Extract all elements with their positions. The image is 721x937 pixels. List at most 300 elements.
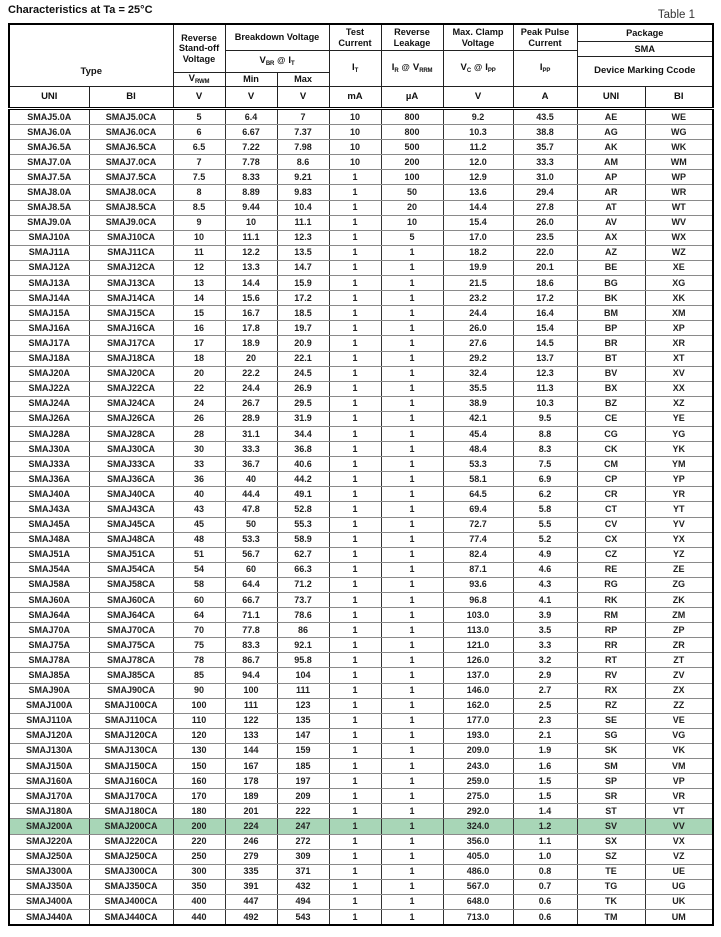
cell: SMAJ400A — [9, 894, 89, 909]
cell: 26.0 — [443, 321, 513, 336]
cell: 5.2 — [513, 532, 577, 547]
cell: SMAJ54CA — [89, 562, 173, 577]
cell: WT — [645, 200, 713, 215]
cell: 1 — [329, 653, 381, 668]
cell: SMAJ36A — [9, 472, 89, 487]
cell: 6.5 — [173, 140, 225, 155]
cell: 11.1 — [277, 215, 329, 230]
cell: YM — [645, 457, 713, 472]
cell: 23.2 — [443, 291, 513, 306]
cell: WV — [645, 215, 713, 230]
cell: XV — [645, 366, 713, 381]
cell: 1 — [329, 245, 381, 260]
cell: 26 — [173, 411, 225, 426]
cell: 1.0 — [513, 849, 577, 864]
cell: SMAJ64A — [9, 608, 89, 623]
cell: 167 — [225, 759, 277, 774]
cell: 1 — [381, 698, 443, 713]
cell: 1 — [381, 472, 443, 487]
cell: 6 — [173, 125, 225, 140]
cell: 371 — [277, 864, 329, 879]
cell: SMAJ16CA — [89, 321, 173, 336]
cell: 70 — [173, 623, 225, 638]
cell: CT — [577, 502, 645, 517]
cell: RM — [577, 608, 645, 623]
cell: 1 — [381, 502, 443, 517]
cell: SMAJ130A — [9, 743, 89, 758]
table-row — [9, 200, 713, 215]
cell: SMAJ11A — [9, 245, 89, 260]
cell: 178 — [225, 774, 277, 789]
cell: 78 — [173, 653, 225, 668]
table-row — [9, 366, 713, 381]
cell: WE — [645, 109, 713, 125]
cell: 292.0 — [443, 804, 513, 819]
cell: 10 — [173, 230, 225, 245]
cell: SMAJ150A — [9, 759, 89, 774]
cell: SMAJ43CA — [89, 502, 173, 517]
cell: 1 — [381, 804, 443, 819]
cell: 4.1 — [513, 593, 577, 608]
cell: 7.98 — [277, 140, 329, 155]
cell: UK — [645, 894, 713, 909]
cell: 13.7 — [513, 351, 577, 366]
cell: 52.8 — [277, 502, 329, 517]
cell: 1 — [329, 683, 381, 698]
cell: SMAJ24A — [9, 396, 89, 411]
cell: SMAJ85CA — [89, 668, 173, 683]
cell: 1 — [381, 577, 443, 592]
cell: 66.3 — [277, 562, 329, 577]
cell: 18.9 — [225, 336, 277, 351]
cell: 1 — [329, 336, 381, 351]
cell: VZ — [645, 849, 713, 864]
cell: 500 — [381, 140, 443, 155]
cell: 567.0 — [443, 879, 513, 894]
cell: 309 — [277, 849, 329, 864]
cell: 85 — [173, 668, 225, 683]
cell: 201 — [225, 804, 277, 819]
table-row — [9, 532, 713, 547]
cell: AR — [577, 185, 645, 200]
cell: 1 — [381, 457, 443, 472]
cell: 1 — [329, 804, 381, 819]
cell: 58.9 — [277, 532, 329, 547]
cell: 17.2 — [513, 291, 577, 306]
cell: 53.3 — [225, 532, 277, 547]
table-row — [9, 849, 713, 864]
cell: 100 — [173, 698, 225, 713]
table-row — [9, 306, 713, 321]
cell: 16.4 — [513, 306, 577, 321]
cell: SMAJ20CA — [89, 366, 173, 381]
cell: 1 — [381, 909, 443, 925]
table-body — [9, 109, 713, 926]
cell: 486.0 — [443, 864, 513, 879]
cell: SMAJ170CA — [89, 789, 173, 804]
cell: 22.2 — [225, 366, 277, 381]
table-row — [9, 230, 713, 245]
cell: CR — [577, 487, 645, 502]
cell: 14.4 — [443, 200, 513, 215]
cell: SZ — [577, 849, 645, 864]
characteristics-table — [8, 23, 714, 926]
cell: 21.5 — [443, 276, 513, 291]
cell: 1 — [381, 683, 443, 698]
cell: 1 — [381, 562, 443, 577]
cell: 1 — [329, 502, 381, 517]
table-row — [9, 743, 713, 758]
cell: SV — [577, 819, 645, 834]
cell: YT — [645, 502, 713, 517]
cell: 1.6 — [513, 759, 577, 774]
cell: 9.44 — [225, 200, 277, 215]
cell: SMAJ17CA — [89, 336, 173, 351]
cell: 71.1 — [225, 608, 277, 623]
cell: CV — [577, 517, 645, 532]
cell: 10 — [225, 215, 277, 230]
cell: SMAJ30A — [9, 442, 89, 457]
cell: 1 — [329, 909, 381, 925]
cell: 10 — [381, 215, 443, 230]
cell: 1.1 — [513, 834, 577, 849]
cell: 53.3 — [443, 457, 513, 472]
cell: 1 — [381, 442, 443, 457]
cell: 95.8 — [277, 653, 329, 668]
cell: 185 — [277, 759, 329, 774]
cell: 26.7 — [225, 396, 277, 411]
cell: 29.2 — [443, 351, 513, 366]
cell: 22 — [173, 381, 225, 396]
cell: 22.1 — [277, 351, 329, 366]
cell: 1 — [329, 200, 381, 215]
cell: 209 — [277, 789, 329, 804]
cell: 19.7 — [277, 321, 329, 336]
cell: 3.9 — [513, 608, 577, 623]
cell: 1 — [381, 879, 443, 894]
cell: ZP — [645, 623, 713, 638]
cell: 543 — [277, 909, 329, 925]
cell: 197 — [277, 774, 329, 789]
cell: 36.8 — [277, 442, 329, 457]
cell: SMAJ18CA — [89, 351, 173, 366]
cell: 72.7 — [443, 517, 513, 532]
cell: 1 — [329, 396, 381, 411]
cell: 40 — [225, 472, 277, 487]
cell: 11.2 — [443, 140, 513, 155]
cell: SMAJ30CA — [89, 442, 173, 457]
cell: 1 — [329, 426, 381, 441]
cell: 1 — [329, 306, 381, 321]
cell: 9.5 — [513, 411, 577, 426]
cell: 64.5 — [443, 487, 513, 502]
cell: 1 — [329, 849, 381, 864]
cell: SMAJ110A — [9, 713, 89, 728]
cell: SMAJ7.0CA — [89, 155, 173, 170]
cell: 17.8 — [225, 321, 277, 336]
cell: 56.7 — [225, 547, 277, 562]
col-header-ipp-symbol: $I_{PP}$ — [513, 51, 577, 87]
cell: 86.7 — [225, 653, 277, 668]
cell: SMAJ22CA — [89, 381, 173, 396]
cell: SMAJ22A — [9, 381, 89, 396]
cell: BX — [577, 381, 645, 396]
cell: 31.9 — [277, 411, 329, 426]
cell: 7.78 — [225, 155, 277, 170]
cell: 31.0 — [513, 170, 577, 185]
unit-header-uni: UNI — [9, 87, 89, 109]
cell: 92.1 — [277, 638, 329, 653]
table-number-label: Table 1 — [657, 9, 695, 21]
cell: 13.3 — [225, 260, 277, 275]
cell: 12.3 — [513, 366, 577, 381]
cell: CK — [577, 442, 645, 457]
cell: XK — [645, 291, 713, 306]
table-row — [9, 804, 713, 819]
cell: 1 — [329, 713, 381, 728]
cell: 33 — [173, 457, 225, 472]
cell: 20 — [225, 351, 277, 366]
table-row — [9, 789, 713, 804]
cell: 10 — [329, 109, 381, 125]
table-row — [9, 698, 713, 713]
cell: 42.1 — [443, 411, 513, 426]
cell: 324.0 — [443, 819, 513, 834]
cell: 77.4 — [443, 532, 513, 547]
cell: 220 — [173, 834, 225, 849]
cell: 0.6 — [513, 894, 577, 909]
cell: SMAJ33A — [9, 457, 89, 472]
cell: 5.5 — [513, 517, 577, 532]
cell: 2.7 — [513, 683, 577, 698]
cell: 1 — [329, 291, 381, 306]
cell: SMAJ26A — [9, 411, 89, 426]
cell: TG — [577, 879, 645, 894]
cell: VT — [645, 804, 713, 819]
cell: 75 — [173, 638, 225, 653]
table-row — [9, 336, 713, 351]
cell: 1 — [381, 623, 443, 638]
cell: 1 — [381, 321, 443, 336]
cell: 1 — [329, 170, 381, 185]
cell: YR — [645, 487, 713, 502]
cell: 40.6 — [277, 457, 329, 472]
cell: 4.3 — [513, 577, 577, 592]
cell: 391 — [225, 879, 277, 894]
cell: 82.4 — [443, 547, 513, 562]
cell: 60 — [225, 562, 277, 577]
cell: 1 — [329, 668, 381, 683]
cell: XR — [645, 336, 713, 351]
cell: YP — [645, 472, 713, 487]
cell: 73.7 — [277, 593, 329, 608]
cell: 8.3 — [513, 442, 577, 457]
cell: 170 — [173, 789, 225, 804]
cell: 1 — [329, 623, 381, 638]
cell: 1 — [381, 260, 443, 275]
cell: 1 — [329, 487, 381, 502]
cell: SMAJ17A — [9, 336, 89, 351]
cell: SMAJ15CA — [89, 306, 173, 321]
cell: SMAJ78A — [9, 653, 89, 668]
cell: 1 — [329, 698, 381, 713]
cell: 121.0 — [443, 638, 513, 653]
cell: 24.4 — [225, 381, 277, 396]
cell: 45 — [173, 517, 225, 532]
cell: 17 — [173, 336, 225, 351]
table-row — [9, 683, 713, 698]
cell: 405.0 — [443, 849, 513, 864]
cell: 93.6 — [443, 577, 513, 592]
cell: BG — [577, 276, 645, 291]
cell: SMAJ16A — [9, 321, 89, 336]
cell: 222 — [277, 804, 329, 819]
cell: SMAJ100CA — [89, 698, 173, 713]
cell: 6.4 — [225, 109, 277, 125]
cell: SMAJ54A — [9, 562, 89, 577]
cell: 31.1 — [225, 426, 277, 441]
cell: SMAJ40A — [9, 487, 89, 502]
cell: YK — [645, 442, 713, 457]
cell: 1 — [381, 336, 443, 351]
col-header-vbr-at-it: $V_{BR}$ @ $I_T$ — [225, 51, 329, 73]
cell: SMAJ9.0CA — [89, 215, 173, 230]
cell: SX — [577, 834, 645, 849]
unit-header-it: mA — [329, 87, 381, 109]
cell: 160 — [173, 774, 225, 789]
cell: 1 — [381, 743, 443, 758]
col-header-max: Max — [277, 73, 329, 87]
cell: 8.89 — [225, 185, 277, 200]
cell: 2.5 — [513, 698, 577, 713]
cell: 12.2 — [225, 245, 277, 260]
table-row — [9, 894, 713, 909]
cell: SMAJ7.5A — [9, 170, 89, 185]
cell: 1 — [381, 381, 443, 396]
cell: 1 — [381, 759, 443, 774]
cell: 335 — [225, 864, 277, 879]
cell: 494 — [277, 894, 329, 909]
cell: 11.1 — [225, 230, 277, 245]
cell: 1 — [381, 608, 443, 623]
cell: 1 — [329, 879, 381, 894]
cell: WR — [645, 185, 713, 200]
cell: BZ — [577, 396, 645, 411]
cell: SMAJ58A — [9, 577, 89, 592]
cell: 15.4 — [513, 321, 577, 336]
cell: 1 — [381, 713, 443, 728]
table-row — [9, 879, 713, 894]
cell: 13.6 — [443, 185, 513, 200]
cell: 38.8 — [513, 125, 577, 140]
cell: 87.1 — [443, 562, 513, 577]
cell: 1 — [381, 517, 443, 532]
cell: AE — [577, 109, 645, 125]
cell: SMAJ200CA — [89, 819, 173, 834]
cell: 400 — [173, 894, 225, 909]
cell: 9.21 — [277, 170, 329, 185]
cell: 146.0 — [443, 683, 513, 698]
cell: SMAJ45CA — [89, 517, 173, 532]
cell: 10 — [329, 155, 381, 170]
table-row — [9, 608, 713, 623]
cell: 1 — [329, 185, 381, 200]
cell: SP — [577, 774, 645, 789]
table-row — [9, 291, 713, 306]
cell: 300 — [173, 864, 225, 879]
cell: 10.3 — [443, 125, 513, 140]
cell: 51 — [173, 547, 225, 562]
cell: 250 — [173, 849, 225, 864]
cell: SMAJ130CA — [89, 743, 173, 758]
cell: CM — [577, 457, 645, 472]
cell: SMAJ51CA — [89, 547, 173, 562]
cell: ZT — [645, 653, 713, 668]
col-header-it-symbol: $I_T$ — [329, 51, 381, 87]
cell: CE — [577, 411, 645, 426]
cell: 1 — [381, 426, 443, 441]
cell: 1.5 — [513, 789, 577, 804]
cell: SM — [577, 759, 645, 774]
cell: WK — [645, 140, 713, 155]
cell: RK — [577, 593, 645, 608]
table-row — [9, 411, 713, 426]
cell: 58 — [173, 577, 225, 592]
cell: 159 — [277, 743, 329, 758]
cell: 86 — [277, 623, 329, 638]
cell: CX — [577, 532, 645, 547]
cell: 243.0 — [443, 759, 513, 774]
cell: 100 — [225, 683, 277, 698]
cell: 1 — [381, 306, 443, 321]
unit-header-ir: µA — [381, 87, 443, 109]
cell: 3.2 — [513, 653, 577, 668]
cell: SMAJ28A — [9, 426, 89, 441]
cell: BP — [577, 321, 645, 336]
cell: 1 — [329, 276, 381, 291]
table-row — [9, 215, 713, 230]
cell: 36.7 — [225, 457, 277, 472]
table-row — [9, 381, 713, 396]
cell: 33.3 — [513, 155, 577, 170]
cell: SR — [577, 789, 645, 804]
cell: 1 — [329, 864, 381, 879]
table-row — [9, 909, 713, 925]
cell: UM — [645, 909, 713, 925]
cell: 18.6 — [513, 276, 577, 291]
cell: 1 — [329, 472, 381, 487]
cell: SMAJ75A — [9, 638, 89, 653]
cell: 64.4 — [225, 577, 277, 592]
cell: XM — [645, 306, 713, 321]
cell: 126.0 — [443, 653, 513, 668]
cell: 1 — [381, 245, 443, 260]
cell: 20.9 — [277, 336, 329, 351]
cell: 17.0 — [443, 230, 513, 245]
cell: 1 — [381, 774, 443, 789]
cell: 13.5 — [277, 245, 329, 260]
cell: 69.4 — [443, 502, 513, 517]
cell: RX — [577, 683, 645, 698]
cell: ZG — [645, 577, 713, 592]
cell: SMAJ12A — [9, 260, 89, 275]
cell: SMAJ60A — [9, 593, 89, 608]
cell: RV — [577, 668, 645, 683]
cell: 18.5 — [277, 306, 329, 321]
cell: 18.2 — [443, 245, 513, 260]
cell: VK — [645, 743, 713, 758]
cell: RT — [577, 653, 645, 668]
